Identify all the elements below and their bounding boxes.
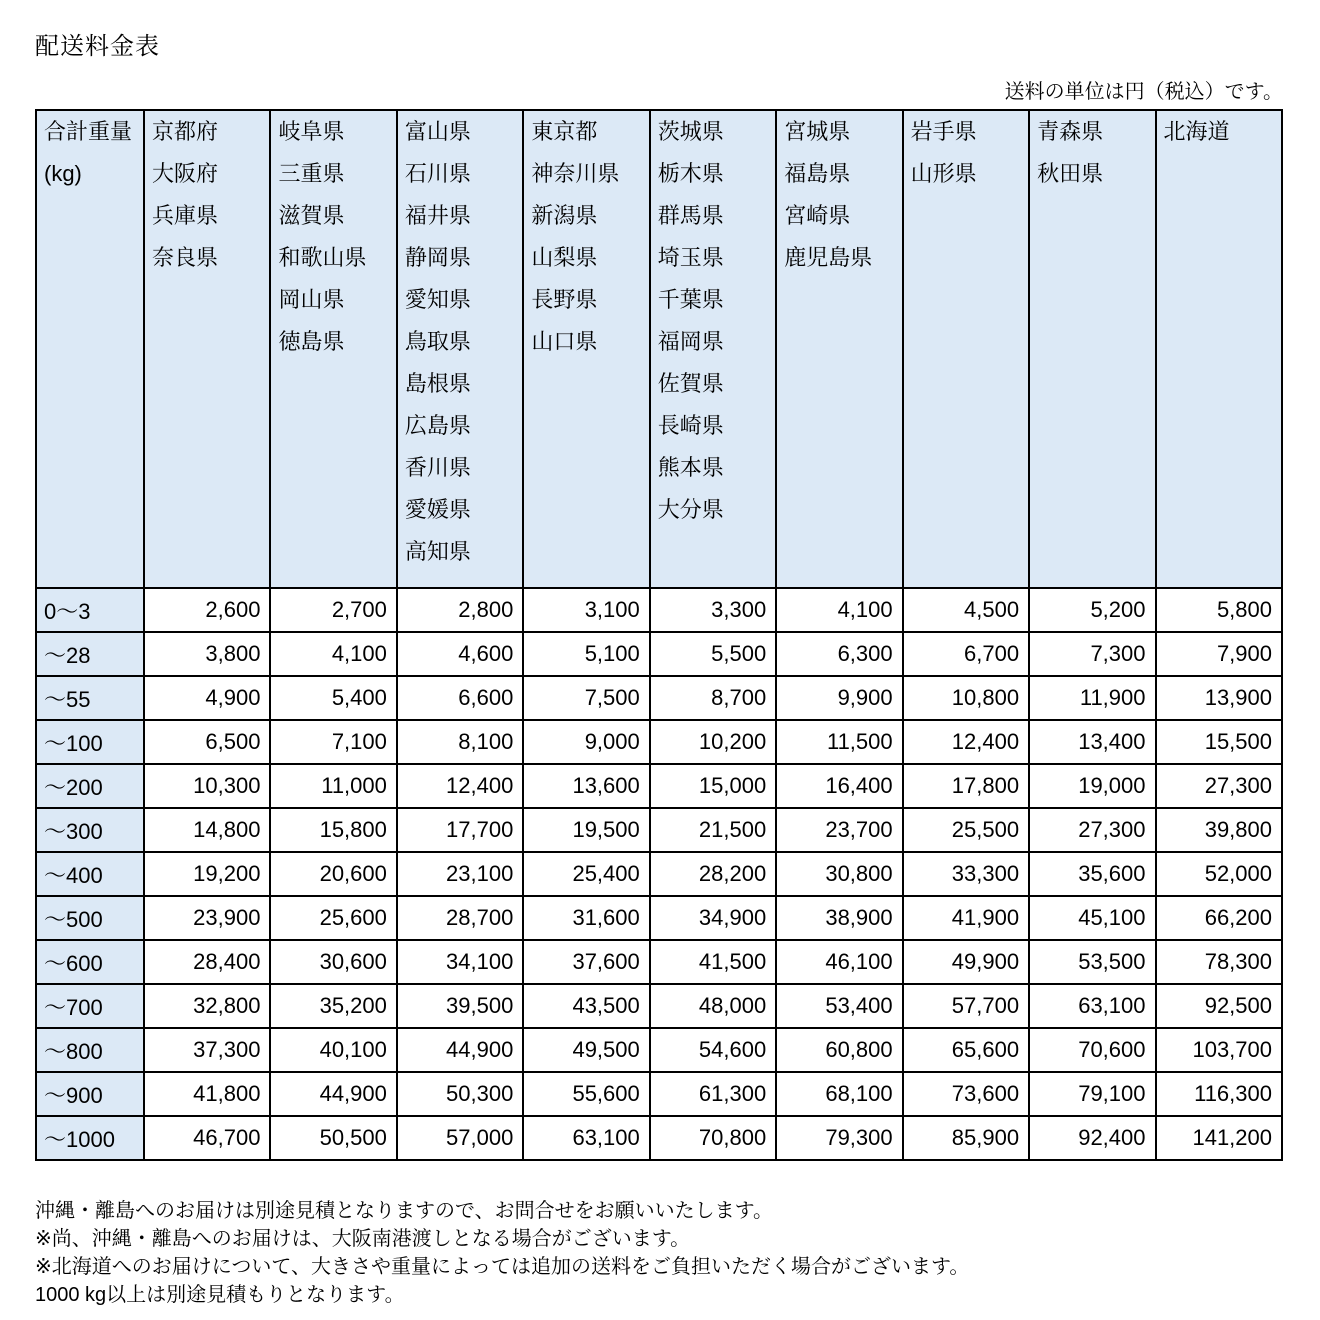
fee-cell: 19,500 bbox=[523, 808, 649, 852]
table-row bbox=[36, 1116, 1282, 1160]
fee-cell: 55,600 bbox=[523, 1072, 649, 1116]
prefecture-name: 香川県 bbox=[404, 455, 471, 480]
header-row bbox=[36, 110, 1282, 588]
region-header-cell bbox=[1029, 110, 1155, 588]
table-row bbox=[36, 852, 1282, 896]
fee-cell: 4,500 bbox=[903, 588, 1029, 632]
footnote-line: ※尚、沖縄・離島へのお届けは、大阪南港渡しとなる場合がございます。 bbox=[35, 1228, 691, 1250]
fee-cell: 6,700 bbox=[903, 632, 1029, 676]
table-row bbox=[36, 588, 1282, 632]
prefecture-name: 高知県 bbox=[404, 539, 471, 564]
fee-cell: 141,200 bbox=[1156, 1116, 1283, 1160]
fee-cell: 13,400 bbox=[1029, 720, 1155, 764]
fee-cell: 44,900 bbox=[270, 1072, 396, 1116]
fee-cell: 28,400 bbox=[144, 940, 270, 984]
fee-cell: 10,300 bbox=[144, 764, 270, 808]
fee-cell: 46,100 bbox=[776, 940, 902, 984]
fee-cell: 5,500 bbox=[650, 632, 776, 676]
fee-cell: 45,100 bbox=[1029, 896, 1155, 940]
fee-cell: 70,800 bbox=[650, 1116, 776, 1160]
weight-row-label: ～55 bbox=[36, 676, 144, 720]
shipping-fee-table bbox=[35, 109, 1283, 1161]
weight-row-label: ～600 bbox=[36, 940, 144, 984]
table-row bbox=[36, 676, 1282, 720]
fee-cell: 23,700 bbox=[776, 808, 902, 852]
table-row bbox=[36, 896, 1282, 940]
fee-cell: 7,300 bbox=[1029, 632, 1155, 676]
prefecture-name: 福岡県 bbox=[657, 329, 724, 354]
fee-cell: 116,300 bbox=[1156, 1072, 1283, 1116]
table-row bbox=[36, 984, 1282, 1028]
prefecture-name: 愛媛県 bbox=[404, 497, 471, 522]
prefecture-name: 和歌山県 bbox=[278, 245, 367, 270]
prefecture-name: 佐賀県 bbox=[657, 371, 724, 396]
fee-cell: 7,900 bbox=[1156, 632, 1283, 676]
table-row bbox=[36, 1072, 1282, 1116]
fee-cell: 38,900 bbox=[776, 896, 902, 940]
fee-cell: 30,800 bbox=[776, 852, 902, 896]
weight-row-label: ～800 bbox=[36, 1028, 144, 1072]
prefecture-name: 山梨県 bbox=[531, 245, 598, 270]
prefecture-name: 三重県 bbox=[278, 161, 345, 186]
fee-cell: 37,600 bbox=[523, 940, 649, 984]
region-header-cell bbox=[523, 110, 649, 588]
prefecture-name: 熊本県 bbox=[657, 455, 724, 480]
fee-cell: 5,200 bbox=[1029, 588, 1155, 632]
fee-cell: 27,300 bbox=[1156, 764, 1283, 808]
fee-cell: 23,100 bbox=[397, 852, 523, 896]
fee-cell: 25,500 bbox=[903, 808, 1029, 852]
fee-cell: 4,100 bbox=[776, 588, 902, 632]
fee-cell: 10,200 bbox=[650, 720, 776, 764]
prefecture-name: 徳島県 bbox=[278, 329, 345, 354]
fee-cell: 15,800 bbox=[270, 808, 396, 852]
fee-cell: 73,600 bbox=[903, 1072, 1029, 1116]
fee-cell: 28,700 bbox=[397, 896, 523, 940]
prefecture-name: 茨城県 bbox=[657, 119, 724, 144]
fee-cell: 28,200 bbox=[650, 852, 776, 896]
weight-row-label: ～500 bbox=[36, 896, 144, 940]
prefecture-name: 栃木県 bbox=[657, 161, 724, 186]
prefecture-name: 島根県 bbox=[404, 371, 471, 396]
fee-cell: 27,300 bbox=[1029, 808, 1155, 852]
prefecture-name: 静岡県 bbox=[404, 245, 471, 270]
fee-cell: 7,100 bbox=[270, 720, 396, 764]
fee-cell: 8,100 bbox=[397, 720, 523, 764]
prefecture-name: 東京都 bbox=[531, 119, 598, 144]
weight-row-label: ～100 bbox=[36, 720, 144, 764]
table-row bbox=[36, 1028, 1282, 1072]
fee-cell: 41,800 bbox=[144, 1072, 270, 1116]
region-header-cell bbox=[397, 110, 523, 588]
fee-cell: 61,300 bbox=[650, 1072, 776, 1116]
fee-cell: 68,100 bbox=[776, 1072, 902, 1116]
fee-cell: 79,100 bbox=[1029, 1072, 1155, 1116]
fee-cell: 9,000 bbox=[523, 720, 649, 764]
fee-cell: 85,900 bbox=[903, 1116, 1029, 1160]
weight-unit-label: (kg) bbox=[44, 161, 82, 186]
footnote-line: 1000 kg以上は別途見積もりとなります。 bbox=[35, 1284, 405, 1306]
fee-cell: 20,600 bbox=[270, 852, 396, 896]
fee-cell: 9,900 bbox=[776, 676, 902, 720]
fee-cell: 34,100 bbox=[397, 940, 523, 984]
prefecture-name: 富山県 bbox=[404, 119, 471, 144]
fee-cell: 48,000 bbox=[650, 984, 776, 1028]
footnote-line: ※北海道へのお届けについて、大きさや重量によっては追加の送料をご負担いただく場合がございます。 bbox=[35, 1256, 970, 1278]
prefecture-name: 千葉県 bbox=[657, 287, 724, 312]
fee-cell: 4,600 bbox=[397, 632, 523, 676]
weight-row-label: ～200 bbox=[36, 764, 144, 808]
fee-cell: 11,000 bbox=[270, 764, 396, 808]
fee-cell: 41,500 bbox=[650, 940, 776, 984]
fee-cell: 37,300 bbox=[144, 1028, 270, 1072]
fee-cell: 92,500 bbox=[1156, 984, 1283, 1028]
fee-cell: 14,800 bbox=[144, 808, 270, 852]
fee-cell: 15,000 bbox=[650, 764, 776, 808]
region-header-cell bbox=[270, 110, 396, 588]
fee-cell: 52,000 bbox=[1156, 852, 1283, 896]
prefecture-name: 秋田県 bbox=[1037, 161, 1104, 186]
region-header-cell bbox=[1156, 110, 1283, 588]
region-header-cell bbox=[650, 110, 776, 588]
table-row bbox=[36, 808, 1282, 852]
prefecture-name: 群馬県 bbox=[657, 203, 724, 228]
prefecture-name: 埼玉県 bbox=[657, 245, 724, 270]
prefecture-name: 山形県 bbox=[910, 161, 977, 186]
fee-cell: 16,400 bbox=[776, 764, 902, 808]
prefecture-name: 奈良県 bbox=[152, 245, 219, 270]
weight-header-label: 合計重量 bbox=[44, 119, 133, 144]
fee-cell: 6,600 bbox=[397, 676, 523, 720]
fee-cell: 6,300 bbox=[776, 632, 902, 676]
fee-cell: 2,700 bbox=[270, 588, 396, 632]
weight-header-cell bbox=[36, 110, 144, 588]
fee-cell: 11,500 bbox=[776, 720, 902, 764]
fee-cell: 5,100 bbox=[523, 632, 649, 676]
weight-row-label: ～400 bbox=[36, 852, 144, 896]
prefecture-name: 青森県 bbox=[1037, 119, 1104, 144]
fee-cell: 19,000 bbox=[1029, 764, 1155, 808]
fee-cell: 50,300 bbox=[397, 1072, 523, 1116]
fee-cell: 2,800 bbox=[397, 588, 523, 632]
fee-cell: 57,000 bbox=[397, 1116, 523, 1160]
prefecture-name: 新潟県 bbox=[531, 203, 598, 228]
footnotes bbox=[35, 1197, 1283, 1309]
table-row bbox=[36, 720, 1282, 764]
prefecture-name: 滋賀県 bbox=[278, 203, 345, 228]
fee-cell: 5,400 bbox=[270, 676, 396, 720]
fee-cell: 3,100 bbox=[523, 588, 649, 632]
prefecture-name: 大阪府 bbox=[152, 161, 219, 186]
fee-cell: 6,500 bbox=[144, 720, 270, 764]
fee-cell: 46,700 bbox=[144, 1116, 270, 1160]
weight-row-label: ～900 bbox=[36, 1072, 144, 1116]
fee-cell: 103,700 bbox=[1156, 1028, 1283, 1072]
page-title: 配送料金表 bbox=[35, 33, 160, 60]
fee-cell: 4,900 bbox=[144, 676, 270, 720]
prefecture-name: 宮城県 bbox=[784, 119, 851, 144]
prefecture-name: 岩手県 bbox=[910, 119, 977, 144]
region-header-cell bbox=[903, 110, 1029, 588]
prefecture-name: 山口県 bbox=[531, 329, 598, 354]
fee-cell: 43,500 bbox=[523, 984, 649, 1028]
fee-cell: 54,600 bbox=[650, 1028, 776, 1072]
fee-cell: 19,200 bbox=[144, 852, 270, 896]
fee-cell: 3,800 bbox=[144, 632, 270, 676]
fee-cell: 44,900 bbox=[397, 1028, 523, 1072]
weight-row-label: ～28 bbox=[36, 632, 144, 676]
fee-cell: 60,800 bbox=[776, 1028, 902, 1072]
prefecture-name: 広島県 bbox=[404, 413, 471, 438]
fee-cell: 50,500 bbox=[270, 1116, 396, 1160]
weight-row-label: 0～3 bbox=[36, 588, 144, 632]
fee-cell: 25,600 bbox=[270, 896, 396, 940]
fee-cell: 65,600 bbox=[903, 1028, 1029, 1072]
prefecture-name: 愛知県 bbox=[404, 287, 471, 312]
prefecture-name: 石川県 bbox=[404, 161, 471, 186]
prefecture-name: 神奈川県 bbox=[531, 161, 620, 186]
prefecture-name: 岡山県 bbox=[278, 287, 345, 312]
fee-cell: 25,400 bbox=[523, 852, 649, 896]
fee-cell: 79,300 bbox=[776, 1116, 902, 1160]
fee-cell: 35,200 bbox=[270, 984, 396, 1028]
prefecture-name: 鹿児島県 bbox=[784, 245, 873, 270]
fee-cell: 12,400 bbox=[397, 764, 523, 808]
fee-cell: 57,700 bbox=[903, 984, 1029, 1028]
region-header-cell bbox=[144, 110, 270, 588]
fee-cell: 78,300 bbox=[1156, 940, 1283, 984]
fee-cell: 13,900 bbox=[1156, 676, 1283, 720]
fee-cell: 7,500 bbox=[523, 676, 649, 720]
fee-cell: 39,500 bbox=[397, 984, 523, 1028]
fee-cell: 39,800 bbox=[1156, 808, 1283, 852]
prefecture-name: 福井県 bbox=[404, 203, 471, 228]
fee-cell: 2,600 bbox=[144, 588, 270, 632]
fee-cell: 12,400 bbox=[903, 720, 1029, 764]
fee-cell: 53,500 bbox=[1029, 940, 1155, 984]
weight-row-label: ～1000 bbox=[36, 1116, 144, 1160]
fee-cell: 32,800 bbox=[144, 984, 270, 1028]
prefecture-name: 北海道 bbox=[1163, 119, 1230, 144]
region-header-cell bbox=[776, 110, 902, 588]
prefecture-name: 鳥取県 bbox=[404, 329, 471, 354]
fee-cell: 49,500 bbox=[523, 1028, 649, 1072]
table-row bbox=[36, 940, 1282, 984]
fee-cell: 53,400 bbox=[776, 984, 902, 1028]
footnote-line: 沖縄・離島へのお届けは別途見積となりますので、お問合せをお願いいたします。 bbox=[35, 1200, 773, 1222]
fee-cell: 63,100 bbox=[523, 1116, 649, 1160]
table-row bbox=[36, 632, 1282, 676]
fee-cell: 17,700 bbox=[397, 808, 523, 852]
fee-cell: 66,200 bbox=[1156, 896, 1283, 940]
fee-cell: 70,600 bbox=[1029, 1028, 1155, 1072]
weight-row-label: ～700 bbox=[36, 984, 144, 1028]
fee-cell: 3,300 bbox=[650, 588, 776, 632]
fee-cell: 4,100 bbox=[270, 632, 396, 676]
fee-cell: 5,800 bbox=[1156, 588, 1283, 632]
fee-cell: 35,600 bbox=[1029, 852, 1155, 896]
fee-cell: 92,400 bbox=[1029, 1116, 1155, 1160]
unit-note: 送料の単位は円（税込）です。 bbox=[1004, 81, 1283, 103]
fee-cell: 40,100 bbox=[270, 1028, 396, 1072]
prefecture-name: 岐阜県 bbox=[278, 119, 345, 144]
prefecture-name: 宮崎県 bbox=[784, 203, 851, 228]
fee-cell: 21,500 bbox=[650, 808, 776, 852]
fee-cell: 15,500 bbox=[1156, 720, 1283, 764]
fee-cell: 33,300 bbox=[903, 852, 1029, 896]
fee-cell: 63,100 bbox=[1029, 984, 1155, 1028]
prefecture-name: 福島県 bbox=[784, 161, 851, 186]
fee-cell: 11,900 bbox=[1029, 676, 1155, 720]
fee-cell: 30,600 bbox=[270, 940, 396, 984]
fee-cell: 17,800 bbox=[903, 764, 1029, 808]
fee-cell: 13,600 bbox=[523, 764, 649, 808]
fee-cell: 34,900 bbox=[650, 896, 776, 940]
prefecture-name: 長野県 bbox=[531, 287, 598, 312]
fee-cell: 31,600 bbox=[523, 896, 649, 940]
prefecture-name: 京都府 bbox=[152, 119, 219, 144]
prefecture-name: 大分県 bbox=[657, 497, 724, 522]
prefecture-name: 長崎県 bbox=[657, 413, 724, 438]
fee-cell: 23,900 bbox=[144, 896, 270, 940]
fee-cell: 41,900 bbox=[903, 896, 1029, 940]
table-row bbox=[36, 764, 1282, 808]
fee-cell: 8,700 bbox=[650, 676, 776, 720]
prefecture-name: 兵庫県 bbox=[152, 203, 219, 228]
weight-row-label: ～300 bbox=[36, 808, 144, 852]
fee-cell: 49,900 bbox=[903, 940, 1029, 984]
fee-cell: 10,800 bbox=[903, 676, 1029, 720]
